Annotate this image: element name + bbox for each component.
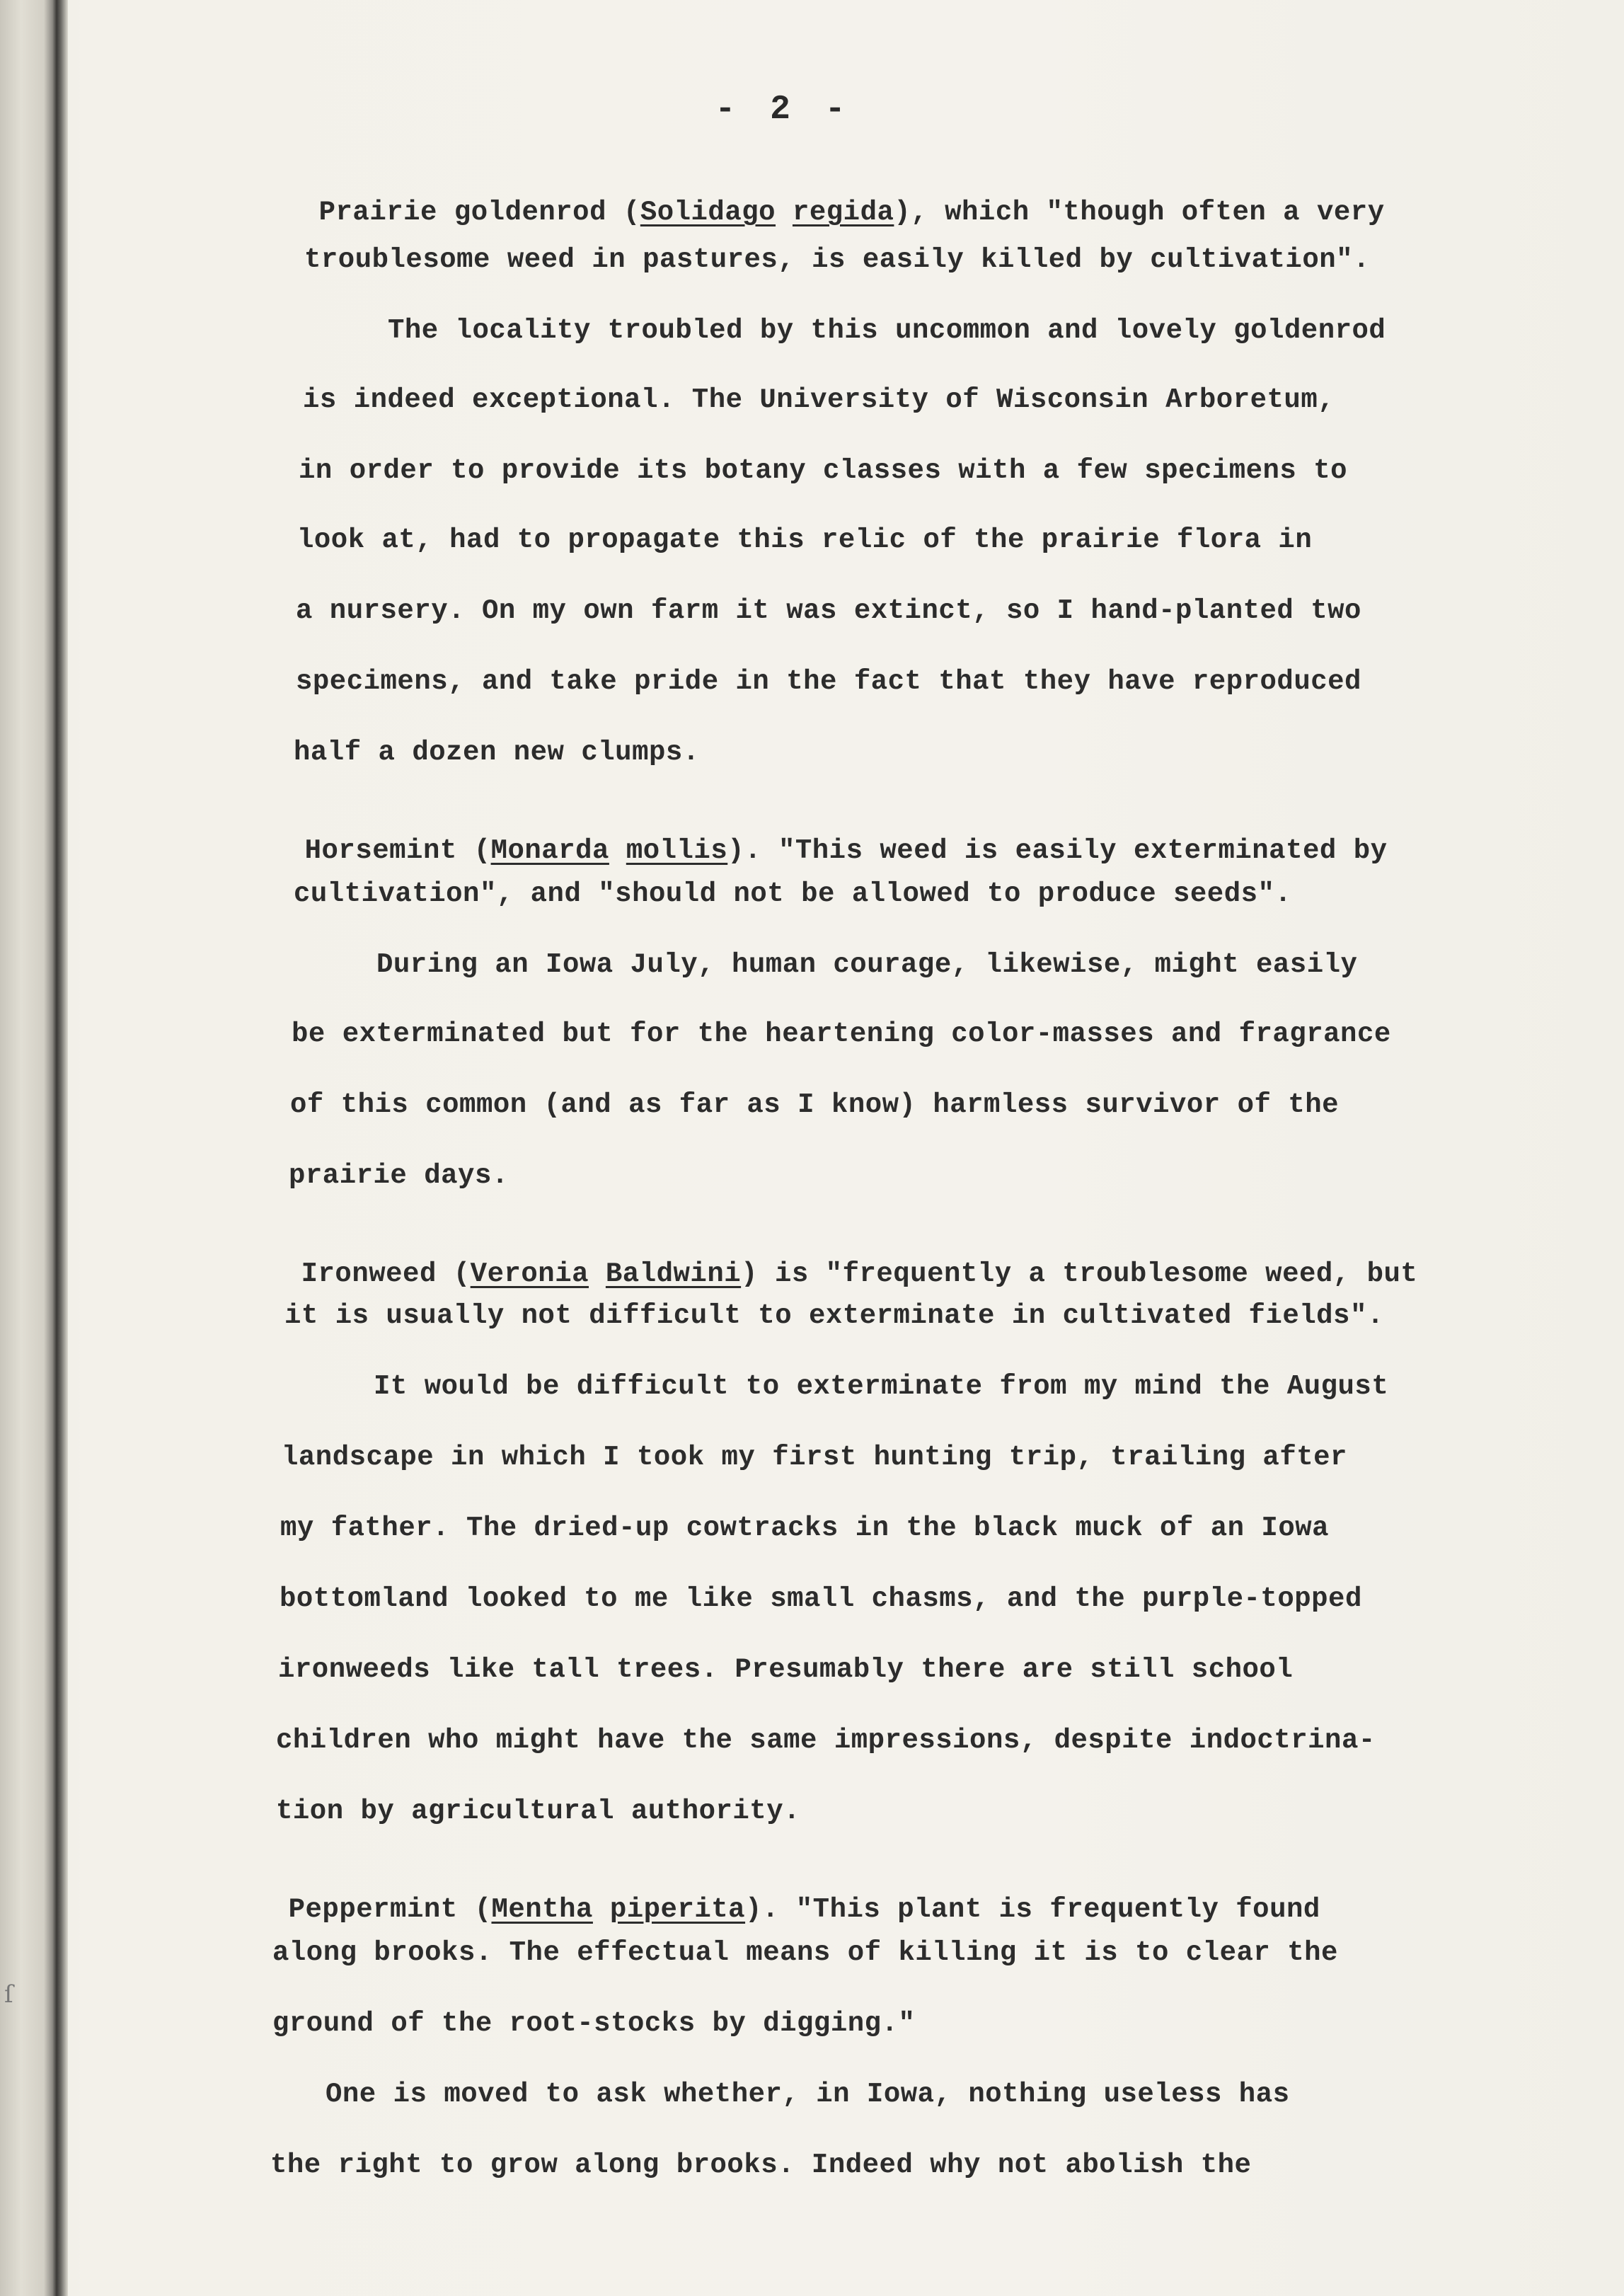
- paren-close: ): [894, 197, 911, 228]
- entry-goldenrod-heading: [251, 171, 1385, 254]
- paragraph-line: tion by agricultural authority.: [276, 1796, 801, 1827]
- paragraph-line: of this common (and as far as I know) harmless survivor of the: [290, 1089, 1340, 1120]
- paragraph-line: look at, had to propagate this relic of the prairie flora in: [297, 524, 1313, 556]
- paragraph-line: landscape in which I took my first hunting trip, trailing after: [282, 1442, 1347, 1473]
- quote-text: . "This plant is frequently found: [761, 1894, 1320, 1925]
- paragraph-line: It would be difficult to exterminate from my mind the August: [374, 1371, 1389, 1402]
- paren-close: ): [745, 1894, 762, 1925]
- entry-peppermint-line-3: ground of the root-stocks by digging.": [272, 2008, 916, 2039]
- plant-common-name: Horsemint (: [304, 835, 491, 866]
- plant-common-name: Ironweed (: [301, 1258, 471, 1290]
- paragraph-line: prairie days.: [289, 1160, 509, 1191]
- paragraph-line: my father. The dried-up cowtracks in the black muck of an Iowa: [280, 1513, 1330, 1544]
- paragraph-line: in order to provide its botany classes with a few specimens to: [299, 455, 1348, 486]
- paren-close: ): [741, 1258, 759, 1290]
- plant-common-name: Prairie goldenrod (: [318, 197, 640, 228]
- plant-species: Baldwini: [605, 1258, 742, 1290]
- paragraph-line: bottomland looked to me like small chasms, and the purple-topped: [280, 1583, 1362, 1614]
- book-binding-edge: [0, 0, 68, 2296]
- entry-horsemint-line-2: cultivation", and "should not be allowed to produce seeds".: [294, 878, 1292, 909]
- plant-genus: Monarda: [490, 835, 609, 866]
- quote-text: is "frequently a troublesome weed, but: [758, 1258, 1418, 1290]
- paragraph-line: ironweeds like tall trees. Presumably there are still school: [278, 1654, 1294, 1685]
- plant-genus: Mentha: [491, 1894, 593, 1925]
- plant-common-name: Peppermint (: [288, 1894, 492, 1925]
- page-number: - 2 -: [715, 91, 853, 129]
- paragraph-line: During an Iowa July, human courage, likewise, might easily: [376, 949, 1358, 980]
- paragraph-line: specimens, and take pride in the fact that they have reproduced: [296, 666, 1361, 697]
- entry-peppermint-line-2: along brooks. The effectual means of killing it is to clear the: [272, 1937, 1338, 1968]
- paragraph-line: children who might have the same impressions, despite indoctrina-: [276, 1725, 1376, 1756]
- paragraph-line: the right to grow along brooks. Indeed why not abolish the: [270, 2149, 1252, 2181]
- plant-genus: Veronia: [470, 1258, 589, 1290]
- paragraph-line: is indeed exceptional. The University of Wisconsin Arboretum,: [303, 384, 1335, 415]
- paragraph-line: One is moved to ask whether, in Iowa, nothing useless has: [326, 2079, 1290, 2110]
- paragraph-line: a nursery. On my own farm it was extinct, so I hand-planted two: [296, 595, 1361, 626]
- quote-text: , which "though often a very: [911, 197, 1385, 228]
- paren-close: ): [727, 835, 745, 866]
- quote-text: . "This weed is easily exterminated by: [744, 835, 1388, 866]
- plant-genus: Solidago: [640, 197, 776, 228]
- plant-species: mollis: [626, 835, 728, 866]
- entry-ironweed-line-2: it is usually not difficult to exterminate in cultivated fields".: [284, 1300, 1384, 1331]
- plant-species: regida: [792, 197, 894, 228]
- paragraph-line: The locality troubled by this uncommon and lovely goldenrod: [388, 315, 1386, 346]
- margin-pencil-mark: ſ: [4, 1980, 13, 2009]
- paragraph-line: half a dozen new clumps.: [294, 737, 700, 768]
- plant-species: piperita: [609, 1894, 746, 1925]
- entry-goldenrod-line-2: troublesome weed in pastures, is easily killed by cultivation".: [304, 244, 1370, 275]
- paragraph-line: be exterminated but for the heartening color-masses and fragrance: [292, 1018, 1391, 1050]
